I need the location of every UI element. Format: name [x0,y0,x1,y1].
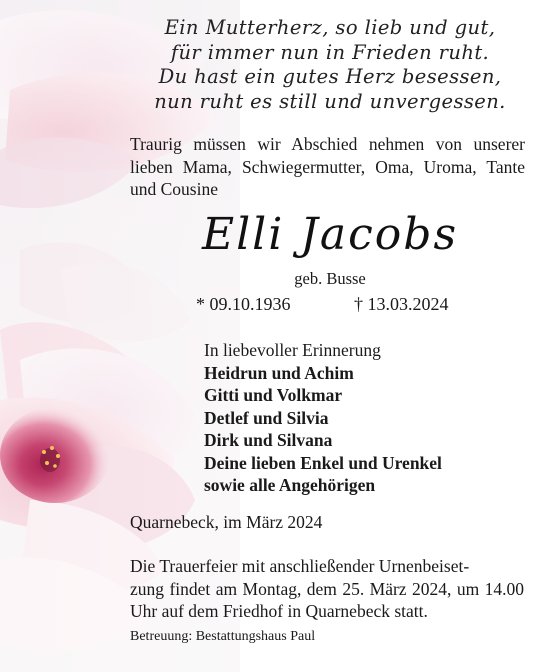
mourners-list [204,339,524,497]
mourner-line: sowie alle Angehörigen [204,475,376,495]
deceased-name: Elli Jacobs [201,209,459,260]
memorial-poem [120,16,540,114]
funeral-home-credit: Betreuung: Bestattungshaus Paul [130,629,316,644]
memory-lead: In liebevoller Erinnerung [204,340,381,360]
mourner-line: Detlef und Silvia [204,407,329,428]
funeral-service-info: Die Trauerfeier mit anschließender Urnenbeiset- zung findet am Montag, dem 25. März 2024, um 14.00 Uhr auf dem Friedhof in Quarnebeck statt. [130,556,524,621]
mourner-line: Deine lieben Enkel und Urenkel [204,452,442,473]
poem-line: Du hast ein gutes Herz besessen, [158,65,502,89]
birth-date: * 09.10.1936 [196,294,291,314]
place-and-date: Quarnebeck, im März 2024 [130,512,323,532]
death-date: † 13.03.2024 [354,294,449,314]
mourner-line: Gitti und Volkmar [204,385,343,405]
poem-line: nun ruht es still und unvergessen. [154,89,506,113]
poem-line: für immer nun in Frieden ruht. [170,40,490,64]
poem-line: Ein Mutterherz, so lieb und gut, [164,16,496,39]
birth-name: geb. Busse [294,269,366,288]
mourner-line: Dirk und Silvana [204,430,333,450]
mourner-line: Heidrun und Achim [204,362,354,383]
farewell-intro: Traurig müssen wir Abschied nehmen von unserer lieben Mama, Schwiegermutter, Oma, Uroma, Tante und Cousine [130,134,525,199]
life-dates [196,292,526,316]
